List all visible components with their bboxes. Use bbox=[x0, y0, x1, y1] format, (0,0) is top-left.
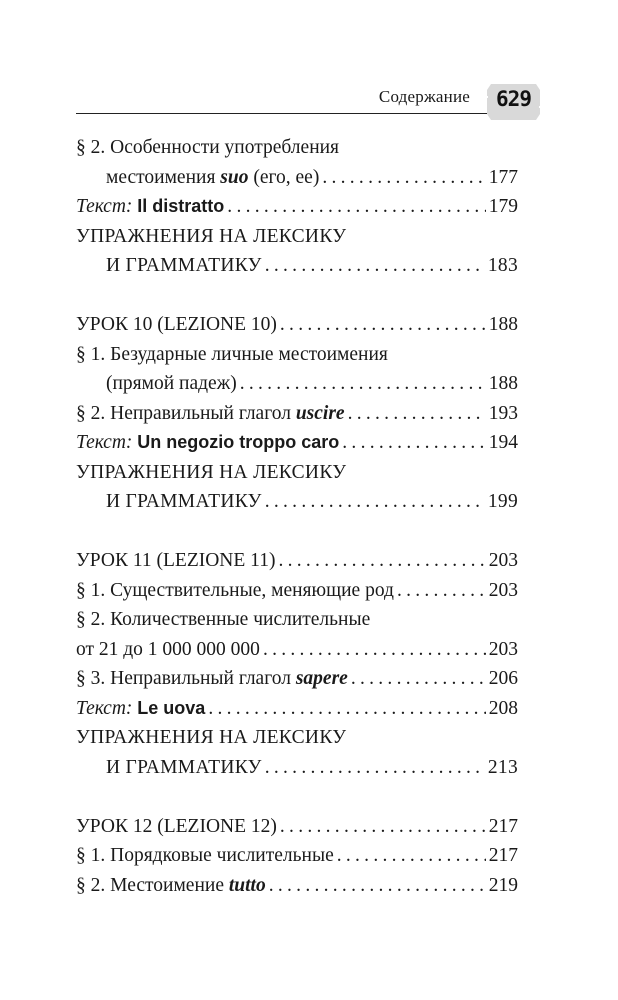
toc-entry bbox=[76, 546, 518, 576]
lesson-heading: УРОК 10 (LEZIONE 10) bbox=[76, 314, 277, 335]
leader-dots bbox=[265, 251, 485, 281]
toc-page-number: 199 bbox=[487, 491, 518, 512]
toc-text: местоимения bbox=[106, 166, 221, 188]
leader-dots bbox=[269, 871, 486, 901]
toc-page-number: 203 bbox=[488, 638, 518, 660]
toc-entry-label: И ГРАММАТИКУ bbox=[106, 491, 262, 512]
toc-entry-label: И ГРАММАТИКУ bbox=[106, 756, 262, 778]
toc-line bbox=[76, 723, 518, 753]
text-label: Текст: bbox=[76, 432, 133, 453]
toc-entry-label bbox=[106, 163, 319, 193]
toc-entry bbox=[76, 812, 518, 842]
toc-page-number: 217 bbox=[488, 815, 518, 837]
toc-entry-label bbox=[76, 192, 224, 222]
toc-page-number: 208 bbox=[488, 697, 518, 719]
toc-entry-title: § 2. Особенности употребления bbox=[76, 137, 340, 158]
toc-entry bbox=[76, 694, 518, 724]
spacer bbox=[76, 517, 518, 547]
toc-line bbox=[76, 605, 518, 635]
page-number: 629 bbox=[496, 87, 531, 111]
toc-italian-word: uscire bbox=[295, 402, 345, 424]
header-title: Содержание bbox=[378, 87, 470, 106]
toc-page-number: 177 bbox=[488, 166, 518, 188]
header-rule bbox=[76, 113, 488, 114]
toc-text: (его, ее) bbox=[248, 166, 320, 188]
toc-entry bbox=[76, 635, 518, 665]
text-title: Le uova bbox=[137, 697, 206, 718]
leader-dots bbox=[278, 546, 485, 576]
toc-entry bbox=[76, 871, 518, 901]
toc-entry bbox=[76, 428, 518, 458]
leader-dots bbox=[240, 369, 486, 399]
toc-entry-label: (прямой падеж) bbox=[106, 373, 237, 394]
toc-entry bbox=[76, 841, 518, 871]
toc-page-number: 217 bbox=[488, 845, 518, 866]
leader-dots bbox=[280, 812, 486, 842]
toc-entry-label: § 1. Существительные, меняющие род bbox=[76, 579, 394, 601]
toc-entry-label bbox=[76, 694, 205, 724]
leader-dots bbox=[208, 694, 485, 724]
leader-dots bbox=[397, 576, 486, 606]
toc-entry bbox=[76, 664, 518, 694]
toc-page-number: 188 bbox=[488, 314, 518, 335]
table-of-contents bbox=[76, 133, 518, 900]
leader-dots bbox=[227, 192, 485, 222]
toc-line bbox=[76, 340, 518, 370]
toc-entry-label: § 1. Порядковые числительные bbox=[76, 845, 334, 866]
toc-entry bbox=[76, 576, 518, 606]
exercises-heading: УПРАЖНЕНИЯ НА ЛЕКСИКУ bbox=[76, 225, 347, 247]
toc-entry bbox=[76, 487, 518, 517]
spacer bbox=[76, 281, 518, 311]
toc-text: § 2. Местоимение bbox=[76, 874, 229, 896]
toc-entry-label bbox=[76, 428, 339, 458]
toc-entry bbox=[76, 163, 518, 193]
toc-page-number: 203 bbox=[488, 550, 518, 571]
toc-entry-label bbox=[76, 664, 348, 694]
toc-line bbox=[76, 133, 518, 163]
toc-text: § 2. Неправильный глагол bbox=[76, 402, 296, 424]
leader-dots bbox=[337, 841, 486, 871]
running-header bbox=[76, 72, 542, 122]
toc-page-number: 213 bbox=[487, 756, 518, 778]
leader-dots bbox=[351, 664, 486, 694]
toc-entry bbox=[76, 251, 518, 281]
toc-entry bbox=[76, 192, 518, 222]
toc-page-number: 206 bbox=[488, 668, 518, 689]
leader-dots bbox=[263, 635, 486, 665]
toc-entry bbox=[76, 369, 518, 399]
toc-page-number: 179 bbox=[488, 196, 518, 217]
toc-italian-word: suo bbox=[220, 166, 249, 188]
exercises-heading: УПРАЖНЕНИЯ НА ЛЕКСИКУ bbox=[76, 727, 347, 748]
spacer bbox=[76, 782, 518, 812]
leader-dots bbox=[280, 310, 486, 340]
text-title: Il distratto bbox=[137, 196, 225, 216]
toc-text: § 3. Неправильный глагол bbox=[76, 668, 296, 689]
toc-page-number: 188 bbox=[488, 373, 518, 394]
text-label: Текст: bbox=[76, 196, 133, 217]
leader-dots bbox=[265, 487, 485, 517]
toc-entry-label bbox=[76, 399, 345, 429]
toc-page-number: 203 bbox=[488, 579, 518, 601]
leader-dots bbox=[265, 753, 485, 783]
toc-page-number: 194 bbox=[488, 432, 518, 453]
toc-entry-label bbox=[76, 871, 266, 901]
leader-dots bbox=[342, 428, 485, 458]
toc-entry bbox=[76, 310, 518, 340]
toc-entry-label: И ГРАММАТИКУ bbox=[106, 255, 262, 276]
leader-dots bbox=[322, 163, 485, 193]
toc-entry-title: § 1. Безударные личные местоимения bbox=[76, 343, 388, 365]
text-title: Un negozio troppo caro bbox=[137, 432, 340, 452]
exercises-heading: УПРАЖНЕНИЯ НА ЛЕКСИКУ bbox=[76, 461, 347, 483]
toc-italian-word: tutto bbox=[228, 874, 266, 896]
lesson-heading: УРОК 11 (LEZIONE 11) bbox=[76, 550, 276, 571]
toc-entry bbox=[76, 399, 518, 429]
toc-line bbox=[76, 222, 518, 252]
lesson-heading: УРОК 12 (LEZIONE 12) bbox=[76, 815, 277, 837]
toc-page-number: 219 bbox=[488, 874, 518, 896]
toc-entry bbox=[76, 753, 518, 783]
toc-page-number: 183 bbox=[487, 255, 518, 276]
toc-entry-title: § 2. Количественные числительные bbox=[76, 609, 371, 630]
page-number-badge bbox=[485, 82, 542, 122]
toc-page-number: 193 bbox=[488, 402, 518, 424]
text-label: Текст: bbox=[76, 697, 133, 719]
toc-italian-word: sapere bbox=[295, 668, 348, 689]
leader-dots bbox=[348, 399, 486, 429]
toc-entry-label: от 21 до 1 000 000 000 bbox=[76, 638, 260, 660]
toc-line bbox=[76, 458, 518, 488]
